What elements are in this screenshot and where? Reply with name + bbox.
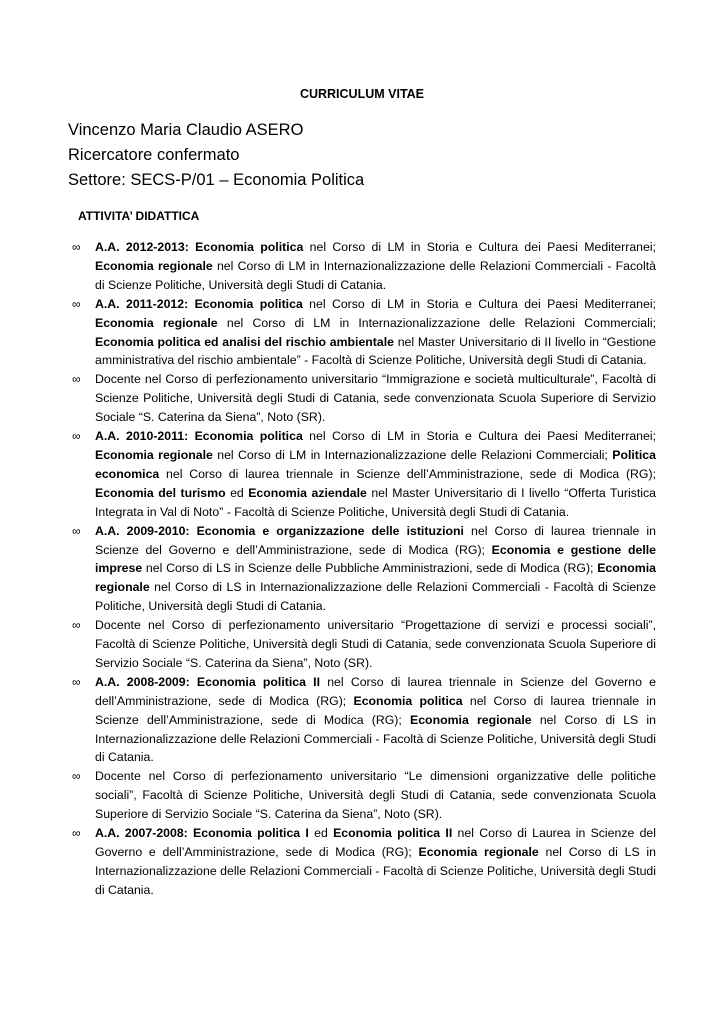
entry-text: nel Corso di LM in Internazionalizzazione delle Relazioni Commerciali;: [212, 447, 613, 462]
section-heading: ATTIVITA’ DIDATTICA: [78, 209, 200, 223]
entry-text: nel Corso di LM in Internazionalizzazione delle Relazioni Commerciali;: [217, 315, 656, 330]
entry-bold-text: Economia regionale: [410, 712, 532, 727]
entry-text: nel Master Universitario di I livello “Offerta Turistica Integrata in Val di Noto” - Facoltà di Scienze Politiche, Università degli Studi di Catania.: [95, 485, 656, 519]
entry-bold-text: A.A. 2012-2013: Economia politica: [95, 240, 304, 254]
person-block: [68, 118, 364, 193]
entry-bold-text: A.A. 2009-2010: Economia e organizzazione delle istituzioni: [95, 523, 464, 538]
list-item: [70, 370, 656, 427]
entry-bold-text: Economia del turismo: [95, 485, 226, 500]
entry-bold-text: A.A. 2008-2009: Economia politica II: [95, 674, 320, 689]
entry-bold-text: Economia regionale: [95, 447, 213, 462]
entry-bold-text: Economia politica II: [333, 826, 453, 841]
infinity-bullet-icon: ∞: [72, 372, 81, 387]
entry-text: nel Corso di LM in Internazionalizzazione delle Relazioni Commerciali - Facoltà di Scienze Politiche, Università degli Studi di Catania.: [95, 258, 656, 292]
entry-bold-text: A.A. 2011-2012: Economia politica: [95, 296, 303, 311]
entry-text: nel Corso di laurea triennale in Scienze del Governo e dell’Amministrazione, sede di Modica (RG);: [95, 523, 656, 557]
entry-text: ed: [225, 485, 249, 500]
infinity-bullet-icon: ∞: [72, 618, 81, 633]
entry-text: nel Corso di laurea triennale in Scienze dell’Amministrazione, sede di Modica (RG);: [95, 693, 656, 727]
entry-text: ed: [308, 826, 334, 841]
entry-bold-text: Economia politica: [353, 693, 463, 708]
entry-text: nel Master Universitario di II livello in “Gestione amministrativa del rischio ambientale” - Facoltà di Scienze Politiche, Università degli Studi di Catania.: [95, 334, 657, 368]
entry-text: Docente nel Corso di perfezionamento universitario “Immigrazione e società multiculturale”, Facoltà di Scienze Politiche, Università degli Studi di Catania, sede convenzionata Scuola Superiore di Servizio Sociale “S. Caterina da Siena”, Noto (SR).: [95, 372, 656, 425]
document-title: CURRICULUM VITAE: [299, 87, 425, 101]
list-item: [70, 238, 656, 295]
teaching-list: [70, 238, 656, 900]
infinity-bullet-icon: ∞: [72, 769, 81, 784]
entry-bold-text: A.A. 2007-2008: Economia politica I: [95, 826, 309, 841]
entry-bold-text: A.A. 2010-2011: Economia politica: [95, 429, 303, 444]
infinity-bullet-icon: ∞: [72, 296, 81, 311]
person-role: Ricercatore confermato: [68, 146, 240, 164]
list-item: [70, 427, 656, 522]
entry-bold-text: Economia regionale: [95, 561, 656, 595]
infinity-bullet-icon: ∞: [72, 674, 81, 689]
entry-text: Docente nel Corso di perfezionamento universitario “Progettazione di servizi e processi sociali”, Facoltà di Scienze Politiche, Università degli Studi di Catania, sede convenzionata Scuola Superiore di Servizio Sociale “S. Caterina da Siena”, Noto (SR).: [95, 618, 656, 670]
list-item: [70, 522, 656, 617]
infinity-bullet-icon: ∞: [72, 429, 81, 444]
entry-bold-text: Politica economica: [95, 447, 656, 481]
entry-bold-text: Economia politica ed analisi del rischio ambientale: [95, 334, 394, 349]
entry-bold-text: Economia regionale: [95, 315, 218, 330]
entry-bold-text: Economia aziendale: [248, 485, 367, 500]
entry-text: nel Corso di LM in Storia e Cultura dei Paesi Mediterranei;: [303, 240, 656, 254]
entry-text: nel Corso di LS in Internazionalizzazione delle Relazioni Commerciali - Facoltà di Scienze Politiche, Università degli Studi di Catania.: [95, 712, 657, 765]
person-name: Vincenzo Maria Claudio ASERO: [68, 121, 304, 139]
entry-text: nel Corso di LS in Scienze delle Pubbliche Amministrazioni, sede di Modica (RG);: [142, 561, 598, 576]
infinity-bullet-icon: ∞: [72, 826, 81, 841]
entry-text: nel Corso di Laurea in Scienze del Governo e dell’Amministrazione, sede di Modica (RG);: [95, 826, 656, 859]
list-item: [70, 673, 656, 768]
infinity-bullet-icon: ∞: [72, 523, 81, 538]
entry-text: Docente nel Corso di perfezionamento universitario “Le dimensioni organizzative delle politiche sociali”, Facoltà di Scienze Politiche, Università degli Studi di Catania, sede convenzionata Scuola Superiore di Servizio Sociale “S. Caterina da Siena”, Noto (SR).: [95, 769, 656, 822]
entry-text: nel Corso di laurea triennale in Scienze dell’Amministrazione, sede di Modica (RG);: [159, 466, 656, 481]
entry-bold-text: Economia regionale: [95, 258, 213, 273]
list-item: [70, 767, 656, 824]
entry-bold-text: Economia regionale: [418, 845, 539, 859]
entry-bold-text: Economia e gestione delle imprese: [95, 542, 656, 576]
entry-text: nel Corso di LM in Storia e Cultura dei Paesi Mediterranei;: [302, 296, 656, 311]
list-item: [70, 616, 656, 673]
infinity-bullet-icon: ∞: [72, 240, 81, 254]
person-sector: Settore: SECS-P/01 – Economia Politica: [68, 171, 365, 189]
entry-text: nel Corso di LS in Internazionalizzazione delle Relazioni Commerciali - Facoltà di Scienze Politiche, Università degli Studi di Catania.: [95, 580, 656, 614]
entry-text: nel Corso di laurea triennale in Scienze del Governo e dell’Amministrazione, sede di Modica (RG);: [95, 674, 656, 708]
list-item: [70, 824, 656, 900]
entry-text: nel Corso di LS in Internazionalizzazione delle Relazioni Commerciali - Facoltà di Scienze Politiche, Università degli Studi di Catania.: [95, 845, 656, 897]
entry-text: nel Corso di LM in Storia e Cultura dei Paesi Mediterranei;: [302, 429, 656, 444]
list-item: [70, 295, 656, 371]
